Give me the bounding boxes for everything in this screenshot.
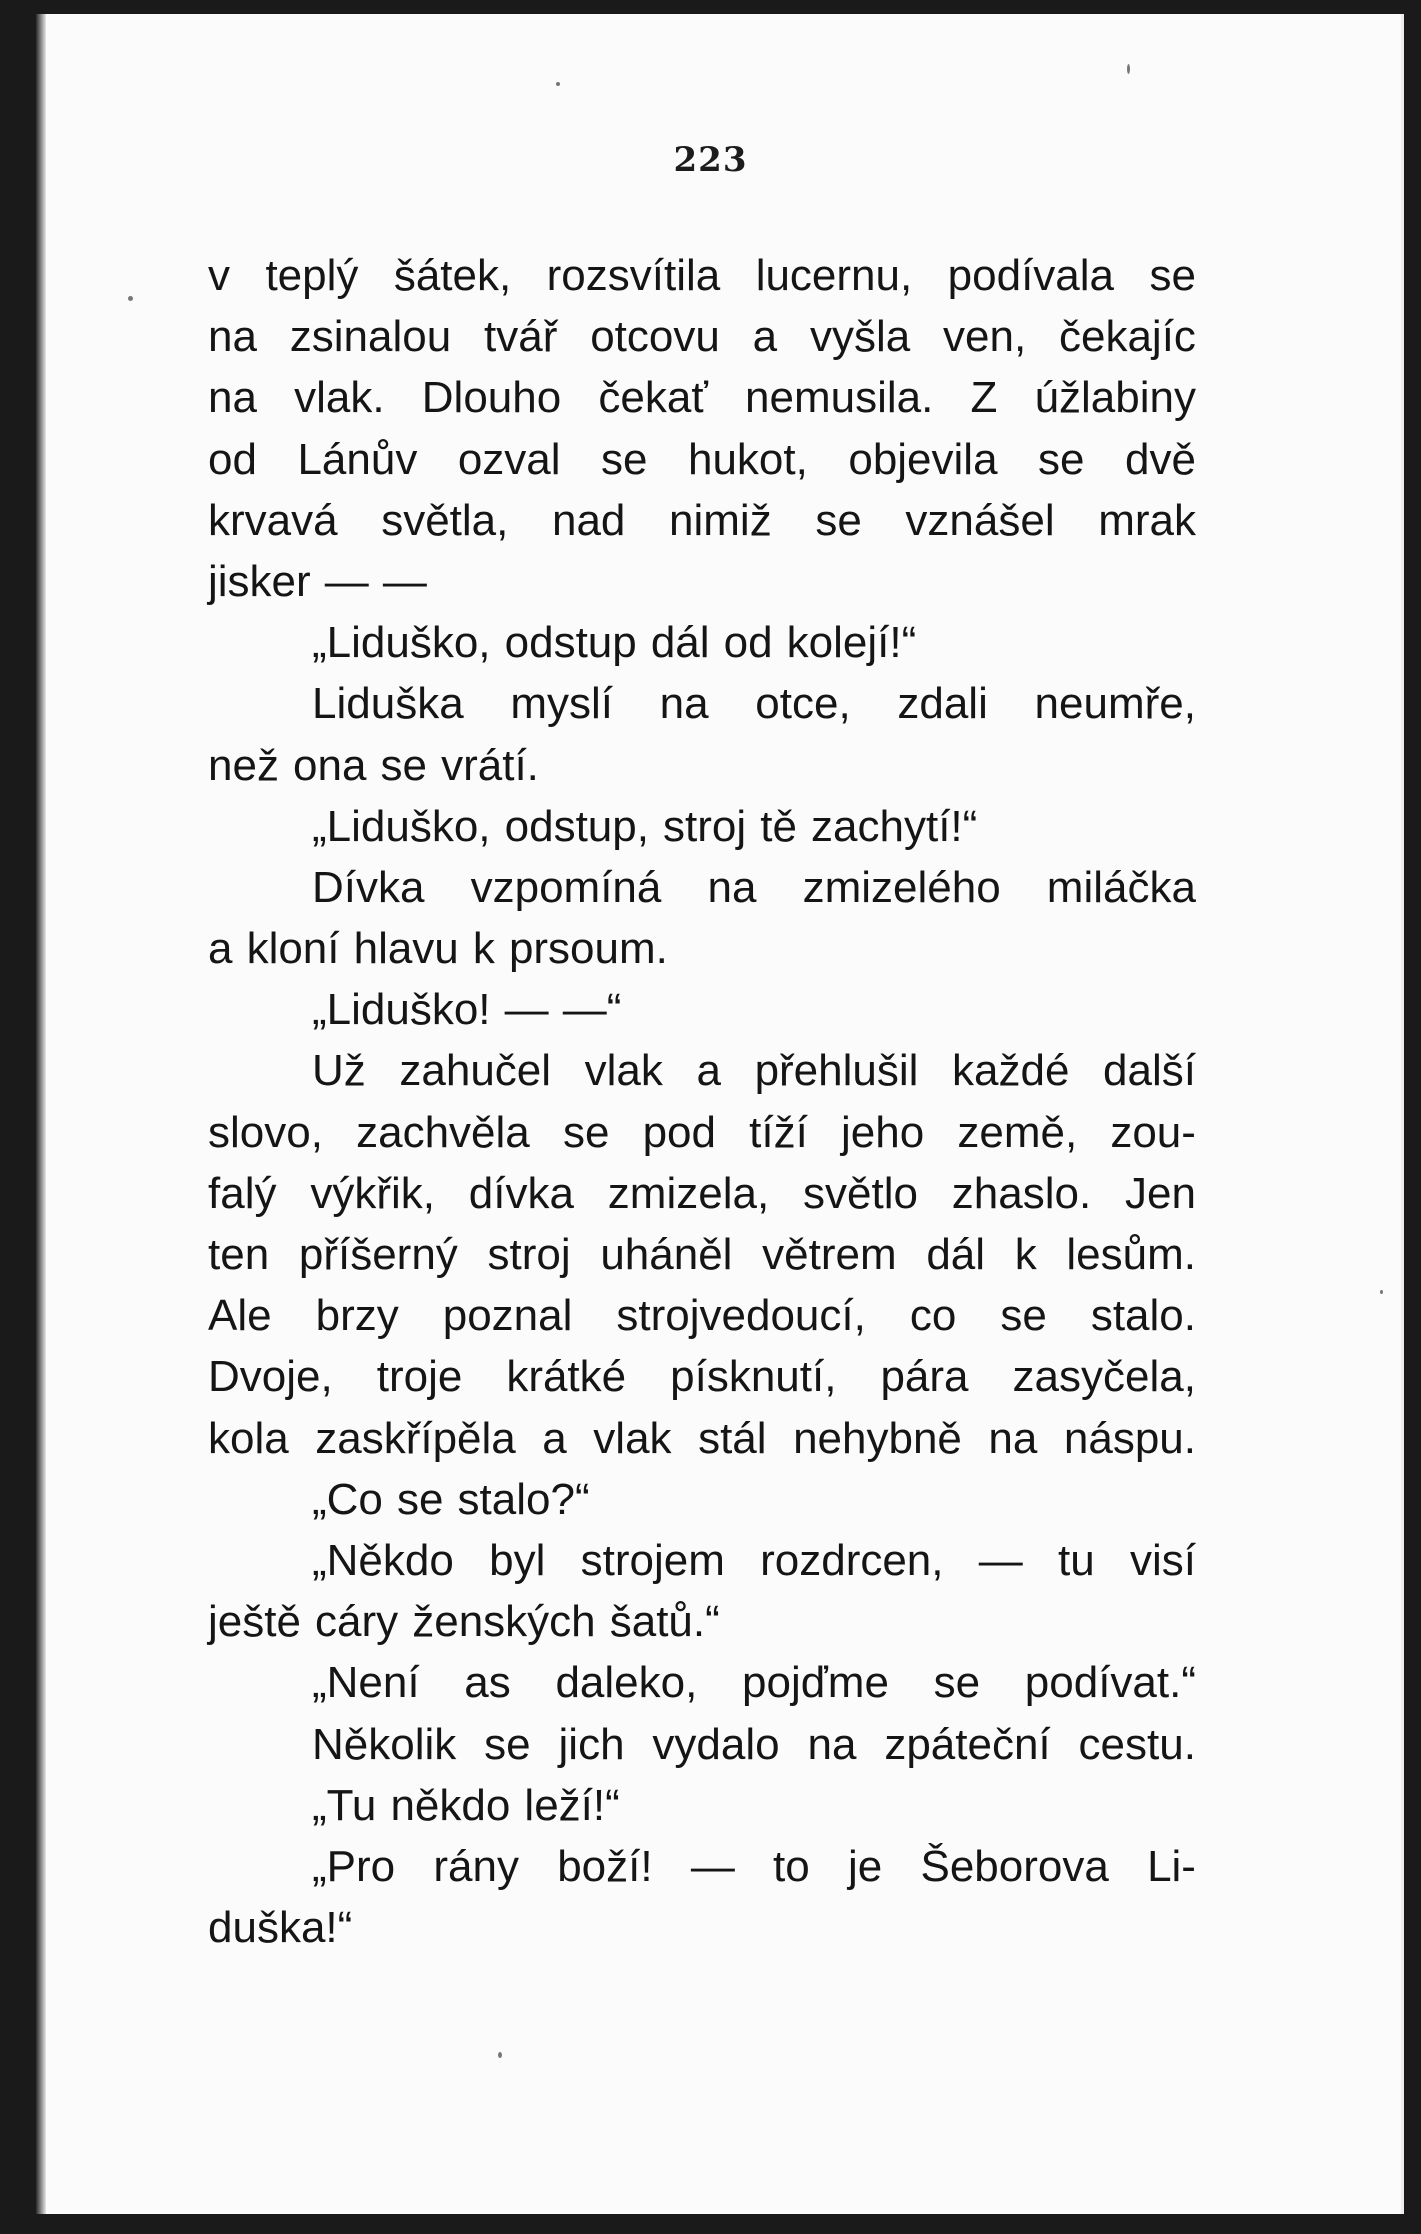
page-number: 223 <box>673 140 748 180</box>
word: na <box>807 1719 857 1769</box>
word: stalo?“ <box>457 1474 590 1524</box>
word: slovo, <box>208 1107 323 1157</box>
word: jisker <box>208 556 311 606</box>
word: Jen <box>1125 1168 1196 1218</box>
word: boží! <box>557 1841 653 1891</box>
word: dívka <box>468 1168 574 1218</box>
word: dál <box>926 1230 986 1279</box>
word: „Liduško, <box>312 801 491 851</box>
word: „Pro <box>312 1841 396 1891</box>
word: stál <box>698 1413 767 1463</box>
word: Z <box>970 373 998 423</box>
word: další <box>1103 1046 1196 1096</box>
word: — <box>504 985 549 1035</box>
word: od <box>723 618 773 668</box>
word: a <box>696 1046 721 1096</box>
word: mrak <box>1098 495 1196 545</box>
word: pojďme <box>742 1658 889 1708</box>
word: se <box>562 1107 610 1157</box>
word: se <box>484 1719 531 1769</box>
word: na <box>707 862 757 912</box>
word: zaskřípěla <box>315 1413 516 1463</box>
page-body-text <box>208 245 1196 1958</box>
word: Lánův <box>297 434 418 484</box>
word: ozval <box>457 434 561 484</box>
word: a <box>752 312 778 362</box>
word: v <box>208 251 230 300</box>
word: strojvedoucí, <box>616 1291 866 1341</box>
text-line <box>208 673 1196 734</box>
word: co <box>909 1291 957 1341</box>
text-line <box>208 1040 1196 1101</box>
word: dál <box>650 618 710 668</box>
word: —“ <box>562 985 622 1035</box>
word: výkřik, <box>310 1168 435 1218</box>
word: zpáteční <box>884 1719 1051 1769</box>
text-line <box>208 1836 1196 1897</box>
text-line <box>208 735 1196 796</box>
word: uháněl <box>600 1230 733 1279</box>
word: kloní <box>246 924 340 974</box>
text-line <box>208 1224 1196 1285</box>
word: Ale <box>208 1291 272 1341</box>
word: se <box>380 740 428 790</box>
word: šátek, <box>393 251 512 300</box>
word: zachytí!“ <box>811 801 978 851</box>
word: jich <box>558 1719 625 1769</box>
text-line <box>208 306 1196 367</box>
word: písknutí, <box>670 1352 837 1402</box>
word: as <box>464 1658 511 1708</box>
word: rány <box>433 1841 519 1891</box>
word: ven, <box>943 312 1027 362</box>
word: cáry <box>315 1597 399 1647</box>
word: Několik <box>312 1719 457 1769</box>
word: „Tu <box>312 1780 377 1830</box>
word: nimiž <box>669 495 772 545</box>
word: čekajíc <box>1058 312 1196 362</box>
paper-speck <box>498 2052 502 2058</box>
word: Už <box>312 1046 366 1096</box>
paper-speck <box>128 296 133 301</box>
text-line <box>208 1530 1196 1591</box>
word: se <box>1038 434 1085 484</box>
word: vrátí. <box>441 740 539 790</box>
word: odstup <box>504 618 637 668</box>
word: vznášel <box>905 495 1055 545</box>
paper-speck <box>1127 64 1130 74</box>
word: vlak. <box>294 373 385 423</box>
text-line <box>208 367 1196 428</box>
word: na <box>208 373 257 423</box>
word: ženských <box>412 1597 596 1647</box>
word: strojem <box>580 1535 725 1585</box>
word: visí <box>1129 1535 1196 1585</box>
word: otce, <box>755 679 851 729</box>
word: Dlouho <box>421 373 562 423</box>
word: zmizelého <box>802 862 1001 912</box>
text-line <box>208 612 1196 673</box>
word: světlo <box>803 1168 918 1218</box>
word: úžlabiny <box>1034 373 1196 423</box>
word: stroj <box>487 1230 571 1279</box>
word: a <box>542 1413 567 1463</box>
word: na <box>659 679 709 729</box>
word: hlavu <box>353 924 459 974</box>
word: rozsvítila <box>546 251 721 300</box>
word: k <box>472 924 495 974</box>
word: dvě <box>1125 434 1196 484</box>
word: země, <box>957 1107 1078 1157</box>
word: Li- <box>1147 1841 1196 1891</box>
word: duška!“ <box>208 1903 353 1953</box>
text-line <box>208 979 1196 1040</box>
word: na <box>988 1413 1038 1463</box>
page-binding-edge <box>36 14 46 2214</box>
text-line <box>208 857 1196 918</box>
word: miláčka <box>1046 862 1196 912</box>
word: nad <box>551 495 626 545</box>
word: krvavá <box>208 495 338 545</box>
word: k <box>1014 1230 1037 1279</box>
word: Dvoje, <box>208 1352 333 1402</box>
word: troje <box>376 1352 463 1402</box>
word: od <box>208 434 257 484</box>
word: tíží <box>749 1107 808 1157</box>
word: se <box>1000 1291 1047 1341</box>
text-line <box>208 1285 1196 1346</box>
word: „Co <box>312 1474 383 1524</box>
text-line <box>208 551 1196 612</box>
text-line <box>208 245 1196 306</box>
word: zasyčela, <box>1012 1352 1196 1402</box>
text-line <box>208 1714 1196 1775</box>
word: ještě <box>208 1597 301 1647</box>
word: „Liduško! <box>312 985 491 1035</box>
word: vydalo <box>652 1719 780 1769</box>
word: teplý <box>265 251 359 300</box>
text-line <box>208 1652 1196 1713</box>
word: vyšla <box>809 312 911 362</box>
word: leží!“ <box>524 1780 620 1830</box>
word: lesům. <box>1066 1230 1196 1279</box>
word: rozdrcen, <box>760 1535 944 1585</box>
word: myslí <box>510 679 613 729</box>
text-line <box>208 1346 1196 1407</box>
word: zahučel <box>399 1046 552 1096</box>
word: každé <box>952 1046 1070 1096</box>
word: zhaslo. <box>951 1168 1092 1218</box>
word: „Není <box>312 1658 420 1708</box>
word: byl <box>489 1535 546 1585</box>
word: větrem <box>762 1230 897 1279</box>
text-line <box>208 490 1196 551</box>
word: se <box>1149 251 1196 300</box>
word: neumře, <box>1034 679 1196 729</box>
word: objevila <box>848 434 998 484</box>
word: zsinalou <box>289 312 452 362</box>
text-line <box>208 1775 1196 1836</box>
word: je <box>847 1841 883 1891</box>
word: pára <box>880 1352 969 1402</box>
text-line <box>208 1591 1196 1652</box>
word: než <box>208 740 279 790</box>
word: se <box>396 1474 444 1524</box>
word: brzy <box>315 1291 399 1341</box>
word: zou- <box>1110 1107 1196 1157</box>
word: podívat.“ <box>1024 1658 1196 1708</box>
word: stroj <box>663 801 747 851</box>
word: příšerný <box>298 1230 458 1279</box>
word: odstup, <box>504 801 649 851</box>
text-line <box>208 1163 1196 1224</box>
word: přehlušil <box>754 1046 919 1096</box>
text-line <box>208 1102 1196 1163</box>
word: náspu. <box>1063 1413 1196 1463</box>
word: kola <box>208 1413 289 1463</box>
word: pod <box>642 1107 716 1157</box>
word: prsoum. <box>508 924 668 974</box>
word: tvář <box>484 312 558 362</box>
word: se <box>933 1658 981 1708</box>
word: šatů.“ <box>609 1597 720 1647</box>
word: světla, <box>381 495 509 545</box>
word: ona <box>293 740 367 790</box>
word: Šeborova <box>920 1841 1109 1891</box>
word: na <box>208 312 257 362</box>
word: — <box>382 556 427 606</box>
word: čekať <box>598 373 708 423</box>
word: poznal <box>442 1291 573 1341</box>
word: „Někdo <box>312 1535 454 1585</box>
word: jeho <box>841 1107 925 1157</box>
word: tu <box>1058 1535 1095 1585</box>
word: zachvěla <box>356 1107 530 1157</box>
word: lucernu, <box>755 251 913 300</box>
word: „Liduško, <box>312 618 491 668</box>
word: — <box>978 1535 1023 1585</box>
paper-speck <box>1380 1290 1383 1294</box>
word: Liduška <box>312 679 464 729</box>
word: se <box>601 434 648 484</box>
word: zdali <box>897 679 988 729</box>
word: kolejí!“ <box>786 618 917 668</box>
text-line <box>208 1469 1196 1530</box>
text-line <box>208 429 1196 490</box>
word: hukot, <box>687 434 808 484</box>
word: Dívka <box>312 862 425 912</box>
word: a <box>208 924 233 974</box>
word: ten <box>208 1230 270 1279</box>
word: vzpomíná <box>470 862 662 912</box>
word: vlak <box>593 1413 672 1463</box>
text-line <box>208 1897 1196 1958</box>
word: — <box>690 1841 735 1891</box>
word: daleko, <box>555 1658 698 1708</box>
word: falý <box>208 1168 277 1218</box>
word: zmizela, <box>607 1168 770 1218</box>
word: tě <box>760 801 797 851</box>
word: otcovu <box>590 312 720 362</box>
word: se <box>815 495 862 545</box>
word: vlak <box>584 1046 663 1096</box>
word: — <box>324 556 369 606</box>
text-line <box>208 918 1196 979</box>
word: nehybně <box>793 1413 962 1463</box>
word: cestu. <box>1078 1719 1196 1769</box>
paper-speck <box>556 82 560 86</box>
word: podívala <box>947 251 1115 300</box>
word: to <box>773 1841 810 1891</box>
text-line <box>208 796 1196 857</box>
word: nemusila. <box>745 373 934 423</box>
text-line <box>208 1408 1196 1469</box>
word: krátké <box>506 1352 627 1402</box>
word: někdo <box>390 1780 511 1830</box>
word: stalo. <box>1090 1291 1196 1341</box>
